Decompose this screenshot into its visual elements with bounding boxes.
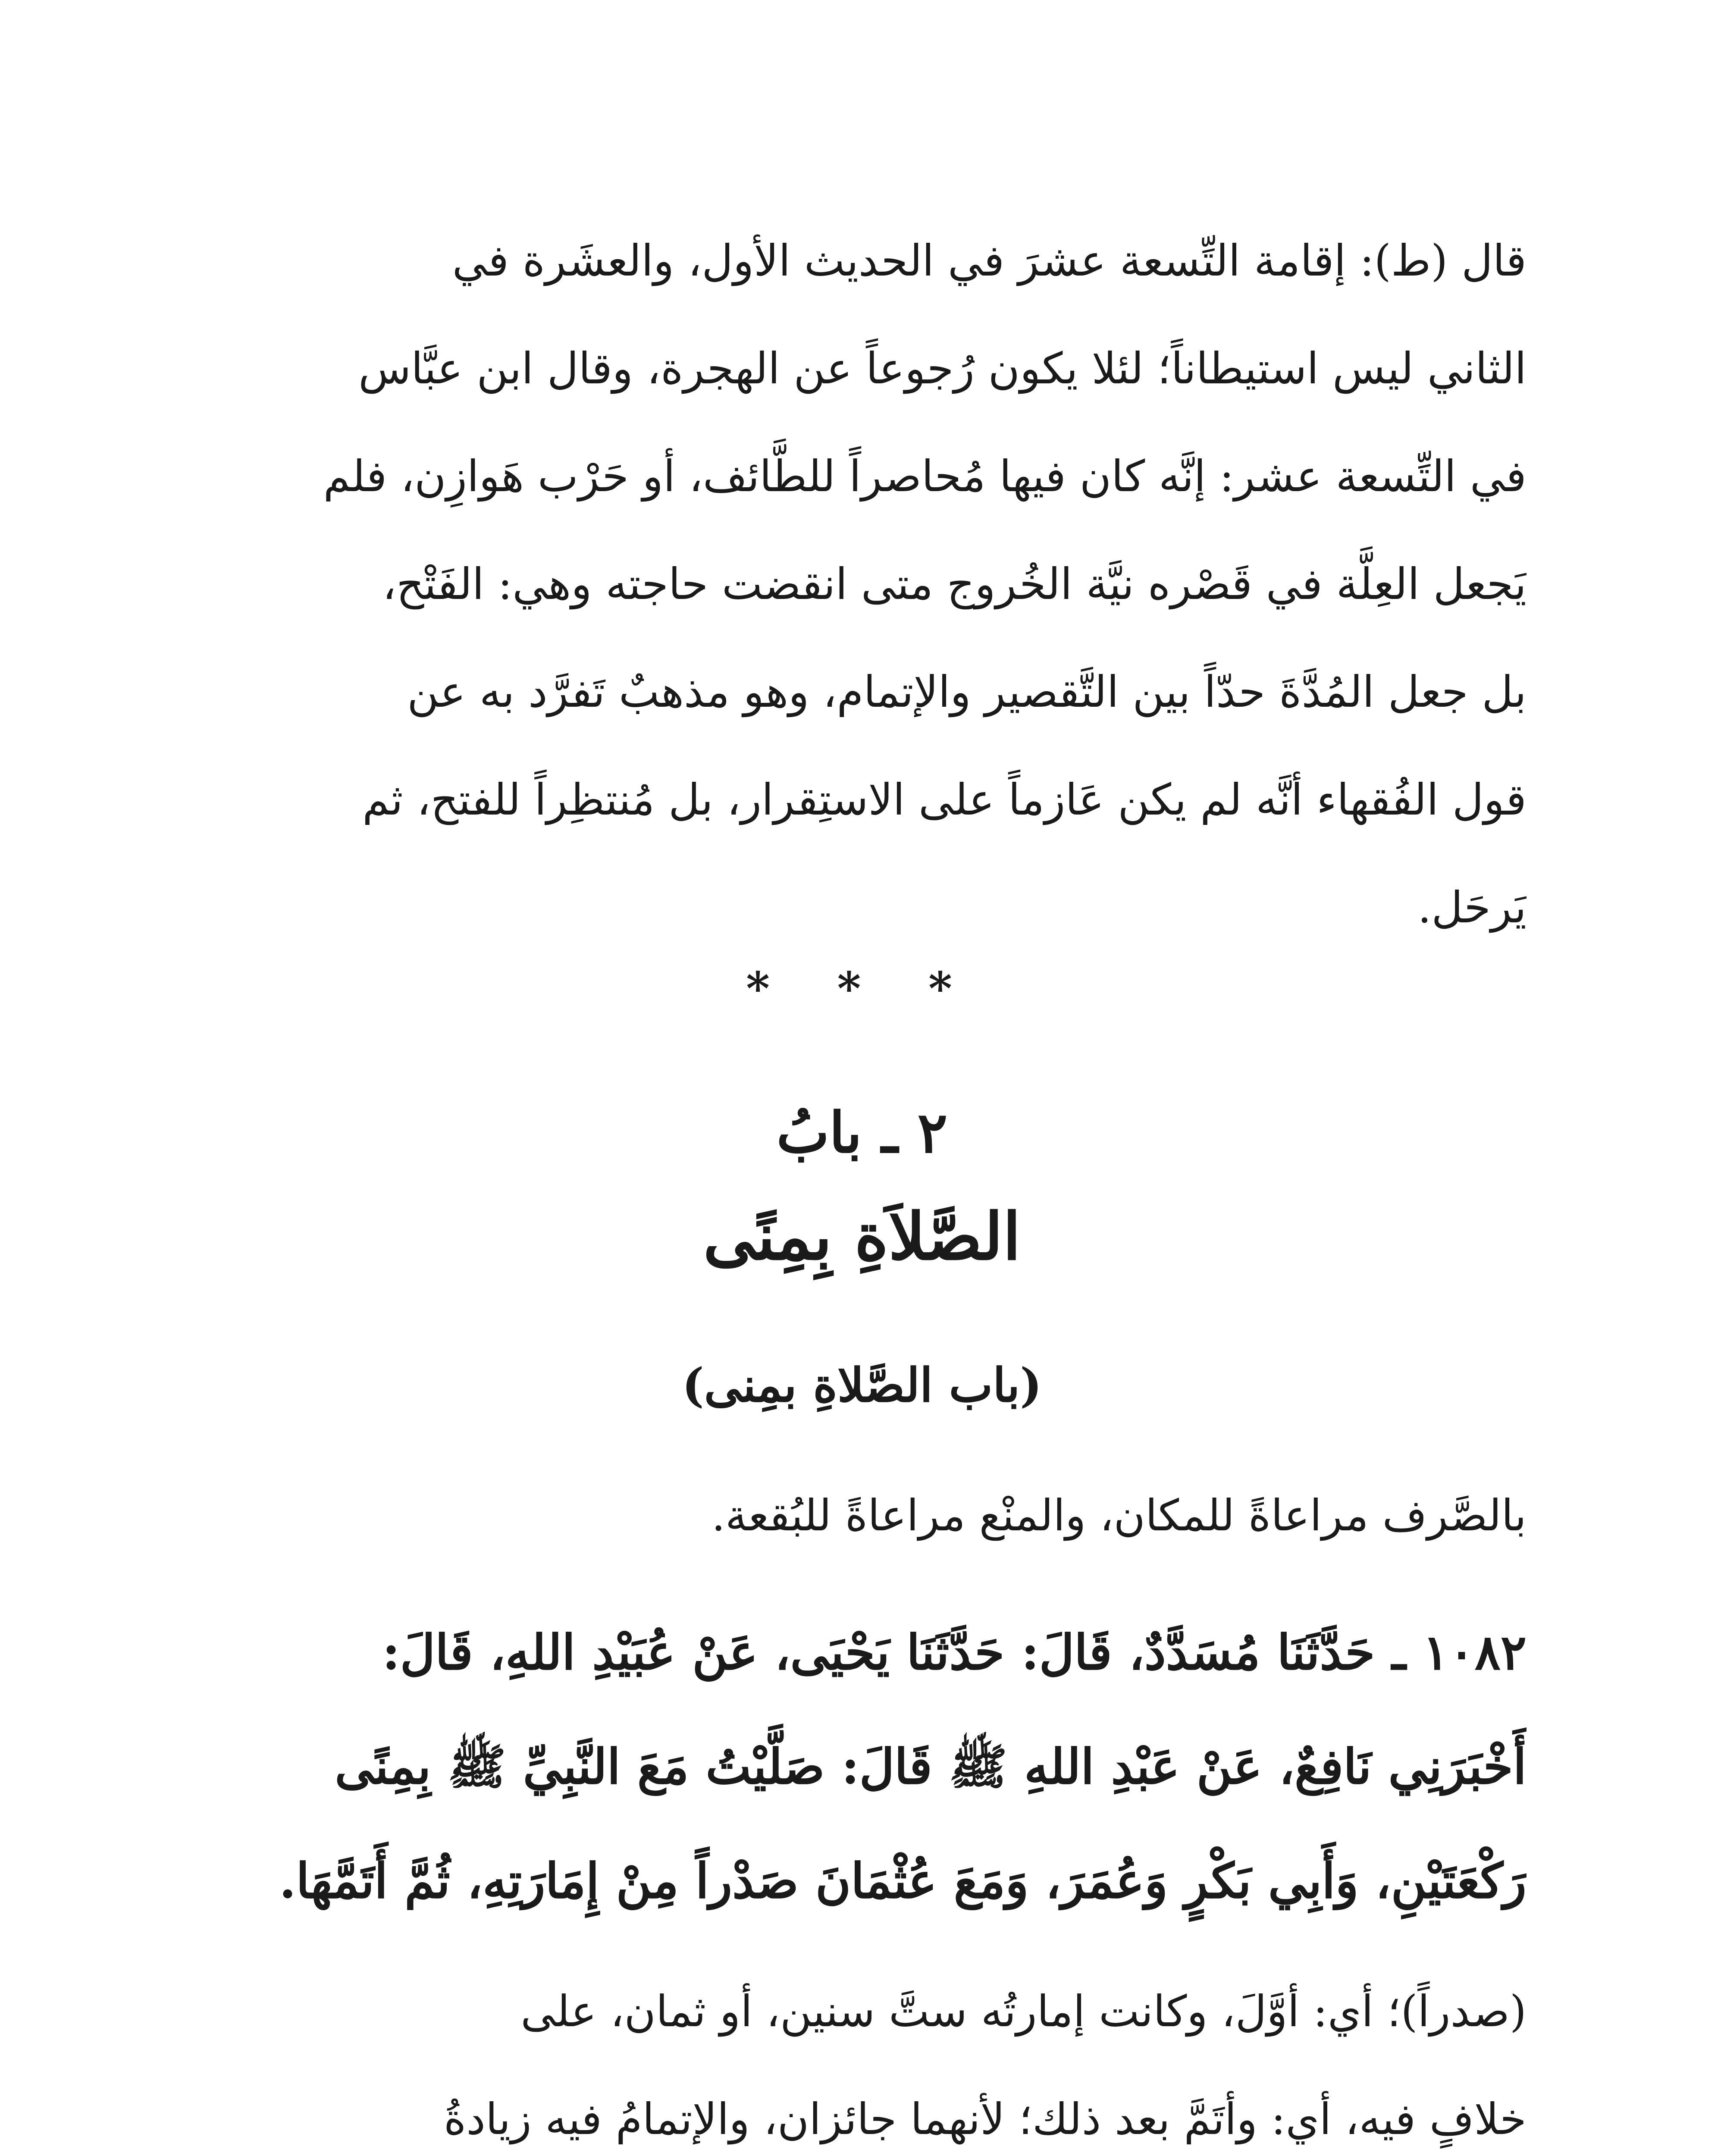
commentary-paragraph-3 — [233, 1958, 1527, 2156]
chapter-sub-heading: (باب الصَّلاةِ بمِنى) — [682, 1358, 1042, 1413]
text-line: بل جعل المُدَّةَ حدّاً بين التَّقصير والإتمام، وهو مذهبٌ تَفرَّد به عن — [407, 667, 1527, 717]
hadith-text — [233, 1595, 1527, 1938]
text-line: الثاني ليس استيطاناً؛ لئلا يكون رُجوعاً عن الهجرة، وقال ابن عبَّاس — [358, 343, 1527, 394]
hadith-line: ١٠٨٢ ـ حَدَّثَنَا مُسَدَّدٌ، قَالَ: حَدَّثَنَا يَحْيَى، عَنْ عُبَيْدِ اللهِ، قَالَ: — [382, 1624, 1527, 1681]
text-line: خلافٍ فيه، أي: وأتَمَّ بعد ذلك؛ لأنهما جائزان، والإتمامُ فيه زيادةُ — [444, 2094, 1527, 2144]
commentary-paragraph-1 — [233, 207, 1527, 962]
text-line: بالصَّرف مراعاةً للمكان، والمنْع مراعاةً للبُقعة. — [712, 1490, 1527, 1541]
hadith-line: أَخْبَرَنِي نَافِعٌ، عَنْ عَبْدِ اللهِ ﷺ قَالَ: صَلَّيْتُ مَعَ النَّبِيِّ ﷺ بِمِنًى — [335, 1739, 1527, 1795]
chapter-title: الصَّلاَةِ بِمِنًى — [703, 1199, 1021, 1275]
section-separator: * * * — [746, 962, 978, 1015]
text-line: قال (ط): إقامة التِّسعة عشرَ في الحديث الأول، والعشَرة في — [452, 235, 1527, 286]
text-line: يَرحَل. — [1417, 882, 1527, 933]
text-line: في التِّسعة عشر: إنَّه كان فيها مُحاصراً للطَّائف، أو حَرْب هَوازِن، فلم — [323, 451, 1527, 501]
commentary-paragraph-2 — [233, 1462, 1527, 1570]
text-line: قول الفُقهاء أنَّه لم يكن عَازماً على الاستِقرار، بل مُنتظِراً للفتح، ثم — [362, 774, 1527, 825]
text-line: (صدراً)؛ أي: أوَّلَ، وكانت إمارتُه ستَّ سنين، أو ثمان، على — [520, 1986, 1527, 2037]
text-line: يَجعل العِلَّة في قَصْره نيَّة الخُروج متى انقضت حاجته وهي: الفَتْح، — [382, 559, 1527, 609]
chapter-number: ٢ ـ بابُ — [776, 1100, 948, 1166]
hadith-line: رَكْعَتَيْنِ، وَأَبِي بَكْرٍ وَعُمَرَ، وَمَعَ عُثْمَانَ صَدْراً مِنْ إِمَارَتِهِ، ثُمَّ أَتَمَّهَا. — [279, 1853, 1527, 1909]
